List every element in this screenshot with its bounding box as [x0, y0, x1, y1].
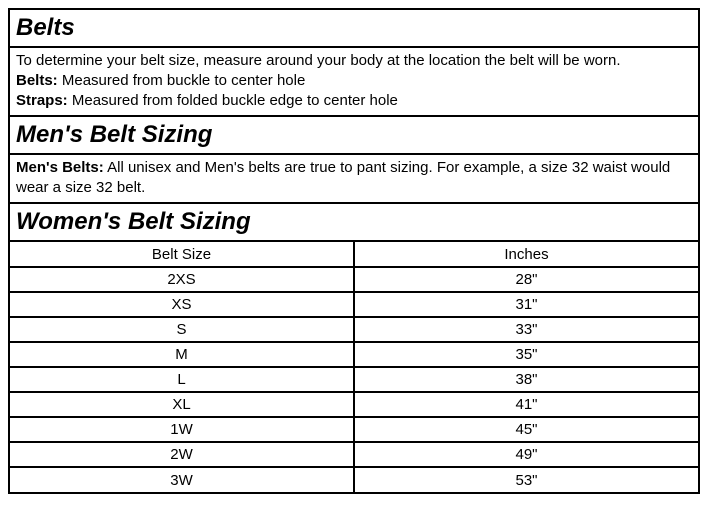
table-row: [10, 342, 698, 367]
straps-definition-line: [16, 91, 692, 111]
belts-term-text: Measured from buckle to center hole: [57, 72, 306, 89]
table-header-row: [10, 242, 698, 267]
belt-size-cell: XL: [10, 392, 354, 417]
womens-belt-size-table: [10, 242, 698, 492]
inches-cell: 33": [354, 317, 698, 342]
belt-size-cell: 2XS: [10, 267, 354, 292]
inches-cell: 38": [354, 367, 698, 392]
table-row: [10, 267, 698, 292]
belt-size-cell: L: [10, 367, 354, 392]
inches-cell: 49": [354, 442, 698, 467]
intro-section: [10, 48, 698, 117]
column-header-belt-size: Belt Size: [10, 242, 354, 267]
belt-size-cell: XS: [10, 292, 354, 317]
table-row: [10, 417, 698, 442]
belt-size-cell: S: [10, 317, 354, 342]
table-row: [10, 467, 698, 492]
straps-term-text: Measured from folded buckle edge to center hole: [67, 92, 398, 109]
belt-size-cell: 2W: [10, 442, 354, 467]
belt-size-cell: M: [10, 342, 354, 367]
table-row: [10, 392, 698, 417]
table-row: [10, 442, 698, 467]
mens-sizing-heading: Men's Belt Sizing: [10, 117, 698, 155]
mens-belts-text: All unisex and Men's belts are true to pant sizing. For example, a size 32 waist would wear a size 32 belt.: [16, 159, 671, 196]
table-row: [10, 317, 698, 342]
column-header-inches: Inches: [354, 242, 698, 267]
inches-cell: 31": [354, 292, 698, 317]
mens-sizing-section: [10, 155, 698, 204]
intro-measure-line: To determine your belt size, measure around your body at the location the belt will be worn.: [16, 52, 621, 69]
inches-cell: 41": [354, 392, 698, 417]
mens-belts-line: [16, 158, 692, 198]
inches-cell: 35": [354, 342, 698, 367]
mens-belts-label: Men's Belts:: [16, 159, 104, 176]
belt-size-chart: [8, 8, 700, 494]
table-row: [10, 367, 698, 392]
belts-definition-line: [16, 71, 692, 91]
belt-size-cell: 1W: [10, 417, 354, 442]
page-title: Belts: [10, 10, 698, 48]
straps-term-label: Straps:: [16, 92, 68, 109]
belt-size-cell: 3W: [10, 467, 354, 492]
inches-cell: 28": [354, 267, 698, 292]
inches-cell: 53": [515, 471, 538, 489]
inches-cell: 45": [354, 417, 698, 442]
table-row: [10, 292, 698, 317]
womens-sizing-heading: Women's Belt Sizing: [10, 204, 698, 242]
belts-term-label: Belts:: [16, 72, 58, 89]
